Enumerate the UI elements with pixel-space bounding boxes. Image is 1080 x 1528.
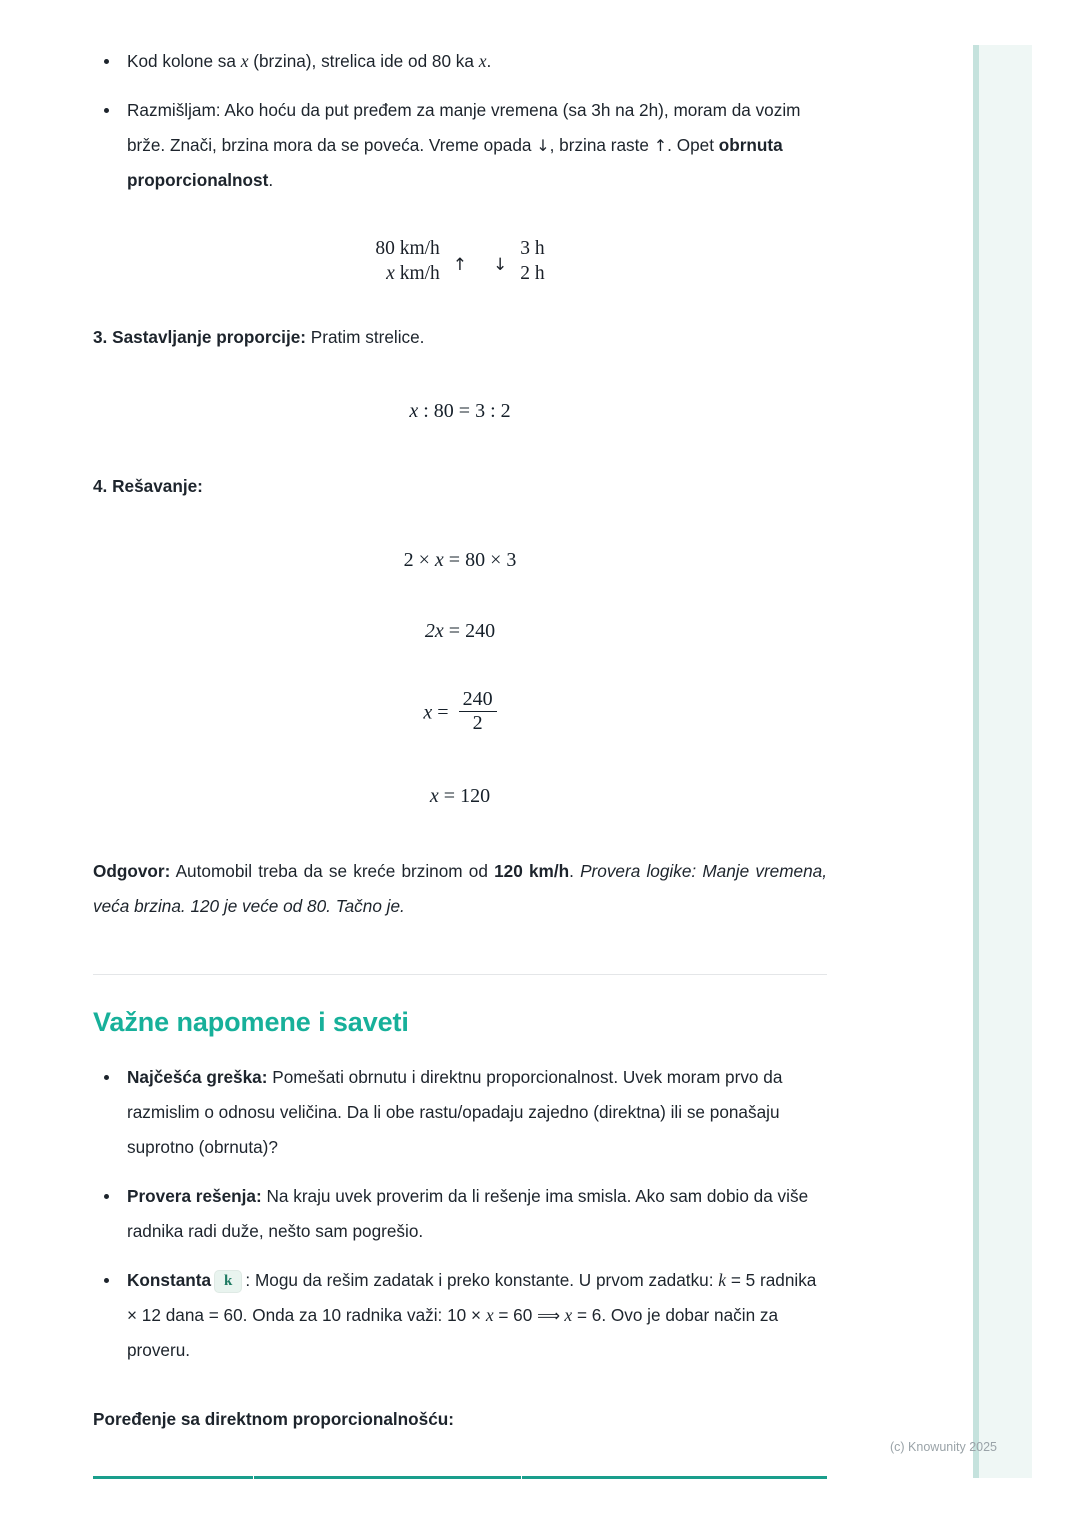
tip-3-text-a: : Mogu da rešim zadatak i preko konstante. U prvom zadatku: [245, 1270, 719, 1291]
step-4-heading [93, 471, 827, 501]
comparison-heading: Poređenje sa direktnom proporcionalnošću: [93, 1409, 455, 1430]
step-3-heading [93, 322, 827, 352]
proportion-arrow-diagram [93, 236, 827, 286]
left-top-value: 80 km/h [375, 238, 440, 259]
list-item [93, 1179, 827, 1249]
bullet-text-1-var1: x [240, 51, 249, 71]
fraction-denominator: 2 [459, 711, 497, 736]
bullet-text-2-bold: obrnuta proporcionalnost [127, 135, 783, 190]
list-item [93, 1263, 827, 1368]
watermark: (c) Knowunity 2025 [890, 1440, 998, 1454]
equation-proportion-rest: : 80 = 3 : 2 [418, 400, 511, 422]
equation-2-rest: = 240 [443, 620, 496, 642]
arrow-down-icon: ↓ [493, 255, 508, 275]
equation-2-variable: 2x [424, 620, 444, 642]
comparison-table-column-2 [254, 1476, 521, 1516]
answer-label: Odgovor: [93, 861, 171, 882]
bullet-text-1-b: (brzina), strelica ide od 80 ka [248, 51, 479, 71]
tip-3-variable-x2: x [560, 1305, 573, 1326]
bullet-text-2-tail: . Opet [667, 135, 719, 155]
equation-proportion [93, 400, 827, 423]
tip-2-text: Na kraju uvek proverim da li rešenje ima smisla. Ako sam dobio da više radnika radi duže, nešto sam pogrešio. [127, 1186, 809, 1242]
arrow-up-icon: ↑ [653, 136, 668, 155]
answer-text-1: Automobil treba da se kreće brzinom od [170, 861, 495, 882]
equation-4-rest: = 120 [438, 785, 491, 808]
tip-3-text-b: = 5 radnika × 12 dana = 60. Onda za 10 radnika važi: 10 × [127, 1270, 817, 1326]
step-3-text: Pratim strelice. [306, 327, 425, 347]
left-bottom-variable: x [386, 263, 395, 284]
bullet-text-1-c: . [486, 51, 492, 71]
arrow-up-icon: ↑ [452, 255, 468, 275]
comparison-table-column-3 [522, 1476, 827, 1516]
list-item [93, 1060, 827, 1165]
tip-3-text-d: = 6. Ovo je dobar način za proveru. [127, 1305, 779, 1361]
tips-list [93, 1060, 827, 1368]
equation-1-variable: x [434, 549, 444, 571]
list-item [93, 44, 827, 79]
equation-3-equals: = [432, 701, 454, 724]
bullet-text-1-var2: x [478, 51, 487, 71]
equation-4-variable: x [429, 785, 439, 808]
comparison-table-column-1 [93, 1476, 253, 1516]
right-side-panel [973, 45, 1032, 1478]
equation-simplified [93, 620, 827, 643]
bullet-text-1-a: Kod kolone sa [127, 51, 241, 71]
equation-1-a: 2 × [403, 549, 435, 571]
document-content [93, 44, 827, 1516]
equation-proportion-variable: x [409, 400, 419, 422]
answer-paragraph [93, 854, 827, 924]
equation-1-b: = 80 × 3 [443, 549, 517, 571]
fraction-numerator: 240 [462, 688, 493, 710]
arrow-diagram-left-column [375, 236, 439, 286]
tip-3-text-c: = 60 [493, 1305, 538, 1326]
constant-k-badge: k [214, 1270, 242, 1293]
step-4-label: 4. Rešavanje: [93, 476, 203, 496]
section-divider [93, 974, 827, 975]
list-item [93, 93, 827, 198]
left-bottom-value [375, 261, 439, 286]
top-bullet-list [93, 44, 827, 198]
bullet-text-2-mid: , brzina raste [549, 135, 654, 155]
right-top-value: 3 h [520, 238, 545, 259]
arrow-down-icon: ↓ [536, 136, 550, 155]
tip-3-variable-k: k [718, 1270, 727, 1291]
answer-value: 120 km/h [494, 861, 570, 882]
equation-3-variable: x [423, 701, 433, 724]
bullet-text-2-lead: Razmišljam: Ako hoću da put pređem za manje vremena (sa 3h na 2h), moram da vozim brže. Znači, brzina mora da se poveća. Vreme opada [127, 100, 801, 155]
comparison-table [93, 1476, 827, 1516]
equation-cross-multiply [93, 549, 827, 572]
answer-logic-check: Provera logike: Manje vremena, veća brzina. 120 je veće od 80. Tačno je. [93, 861, 827, 917]
right-bottom-value: 2 h [520, 263, 545, 284]
equation-fraction [93, 688, 827, 737]
tip-1-label: Najčešća greška: [127, 1067, 268, 1088]
page-title: Važne napomene i saveti [93, 1007, 409, 1038]
step-3-label: 3. Sastavljanje proporcije: [93, 327, 307, 347]
tip-3-label: Konstanta [127, 1270, 212, 1291]
bullet-text-2-end: . [268, 170, 274, 190]
tip-3-variable-x1: x [485, 1305, 494, 1326]
answer-text-2: . [569, 861, 581, 882]
tip-1-text: Pomešati obrnutu i direktnu proporcionalnost. Uvek moram prvo da razmislim o odnosu veličina. Da li obe rastu/opadaju zajedno (direktna) ili se ponašaju suprotno (obrnuta)? [127, 1067, 783, 1158]
left-bottom-unit: km/h [394, 263, 440, 284]
equation-result [93, 785, 827, 808]
arrow-diagram-right-column [520, 236, 544, 286]
fraction [459, 689, 497, 735]
tip-2-label: Provera rešenja: [127, 1186, 262, 1207]
implies-icon: ⟹ [537, 1306, 561, 1326]
